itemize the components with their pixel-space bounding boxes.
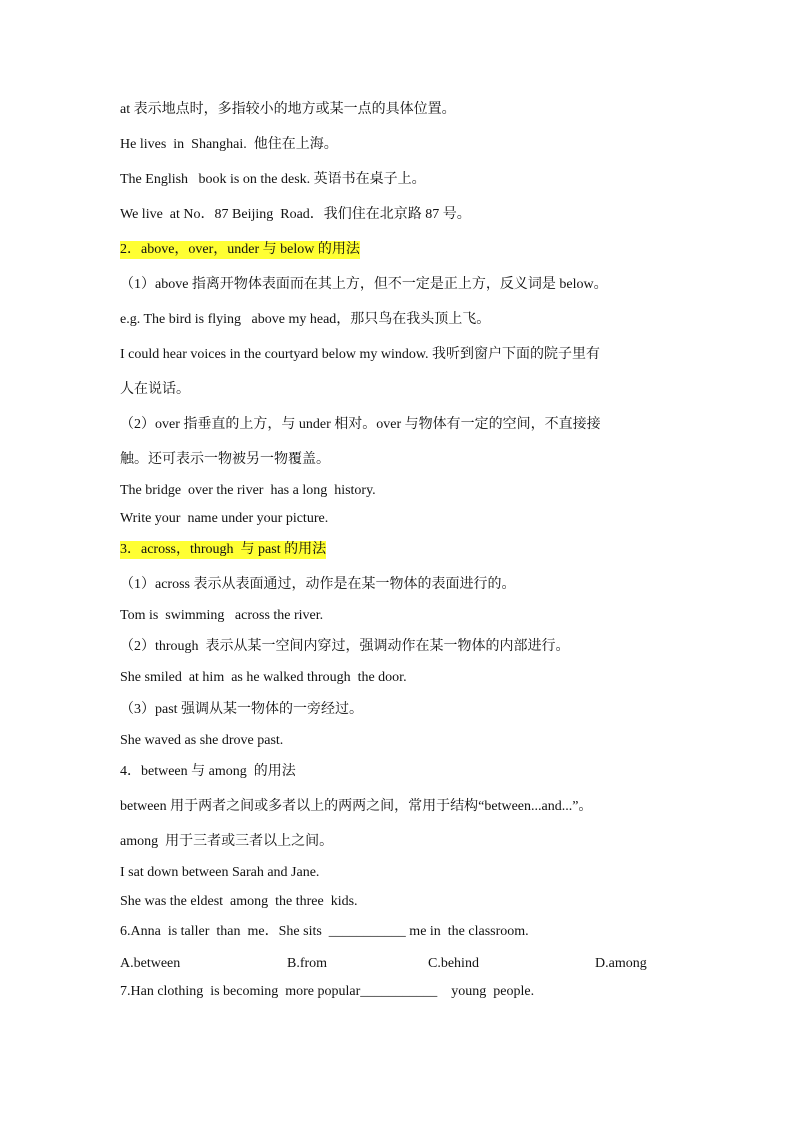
example-sentence: She waved as she drove past. — [120, 733, 284, 748]
example-sentence: Tom is swimming across the river. — [120, 608, 324, 623]
example-sentence: I sat down between Sarah and Jane. — [120, 865, 320, 880]
text-line: （3）past 强调从某一物体的一旁经过。 — [120, 702, 364, 717]
example-sentence: I could hear voices in the courtyard below my window. 我听到窗户下面的院子里有 — [120, 347, 601, 362]
text-line: among 用于三者或三者以上之间。 — [120, 834, 334, 849]
example-sentence: He lives in Shanghai. 他住在上海。 — [120, 137, 338, 152]
option-a: A.between — [120, 956, 181, 971]
text-line: 人在说话。 — [120, 382, 190, 397]
text-line: at 表示地点时，多指较小的地方或某一点的具体位置。 — [120, 102, 456, 117]
example-sentence: The bridge over the river has a long history. — [120, 483, 376, 498]
text-line: （1）above 指离开物体表面而在其上方，但不一定是正上方，反义词是 below。 — [120, 277, 608, 292]
text-line: 触。还可表示一物被另一物覆盖。 — [120, 452, 330, 467]
example-sentence: Write your name under your picture. — [120, 511, 329, 526]
section-heading: 3．across，through 与 past 的用法 — [120, 542, 327, 557]
option-d: D.among — [595, 956, 647, 971]
text-line: （2）through 表示从某一空间内穿过，强调动作在某一物体的内部进行。 — [120, 639, 570, 654]
example-sentence: The English book is on the desk. 英语书在桌子上。 — [120, 172, 426, 187]
question-6: 6.Anna is taller than me．She sits ___________ me in the classroom. — [120, 924, 529, 939]
example-sentence: We live at No．87 Beijing Road．我们住在北京路 87 号。 — [120, 207, 471, 222]
question-7: 7.Han clothing is becoming more popular___________ young people. — [120, 984, 535, 999]
option-b: B.from — [287, 956, 328, 971]
example-sentence: She was the eldest among the three kids. — [120, 894, 358, 909]
example-sentence: She smiled at him as he walked through the door. — [120, 670, 407, 685]
example-sentence: e.g. The bird is flying above my head，那只鸟在我头顶上飞。 — [120, 312, 491, 327]
text-line: （2）over 指垂直的上方，与 under 相对。over 与物体有一定的空间，不直接接 — [120, 417, 601, 432]
text-line: between 用于两者之间或多者以上的两两之间，常用于结构“between...and...”。 — [120, 799, 593, 814]
text-line: （1）across 表示从表面通过，动作是在某一物体的表面进行的。 — [120, 577, 516, 592]
section-heading: 2．above，over，under 与 below 的用法 — [120, 242, 360, 257]
section-heading: 4．between 与 among 的用法 — [120, 764, 296, 779]
option-c: C.behind — [428, 956, 479, 971]
